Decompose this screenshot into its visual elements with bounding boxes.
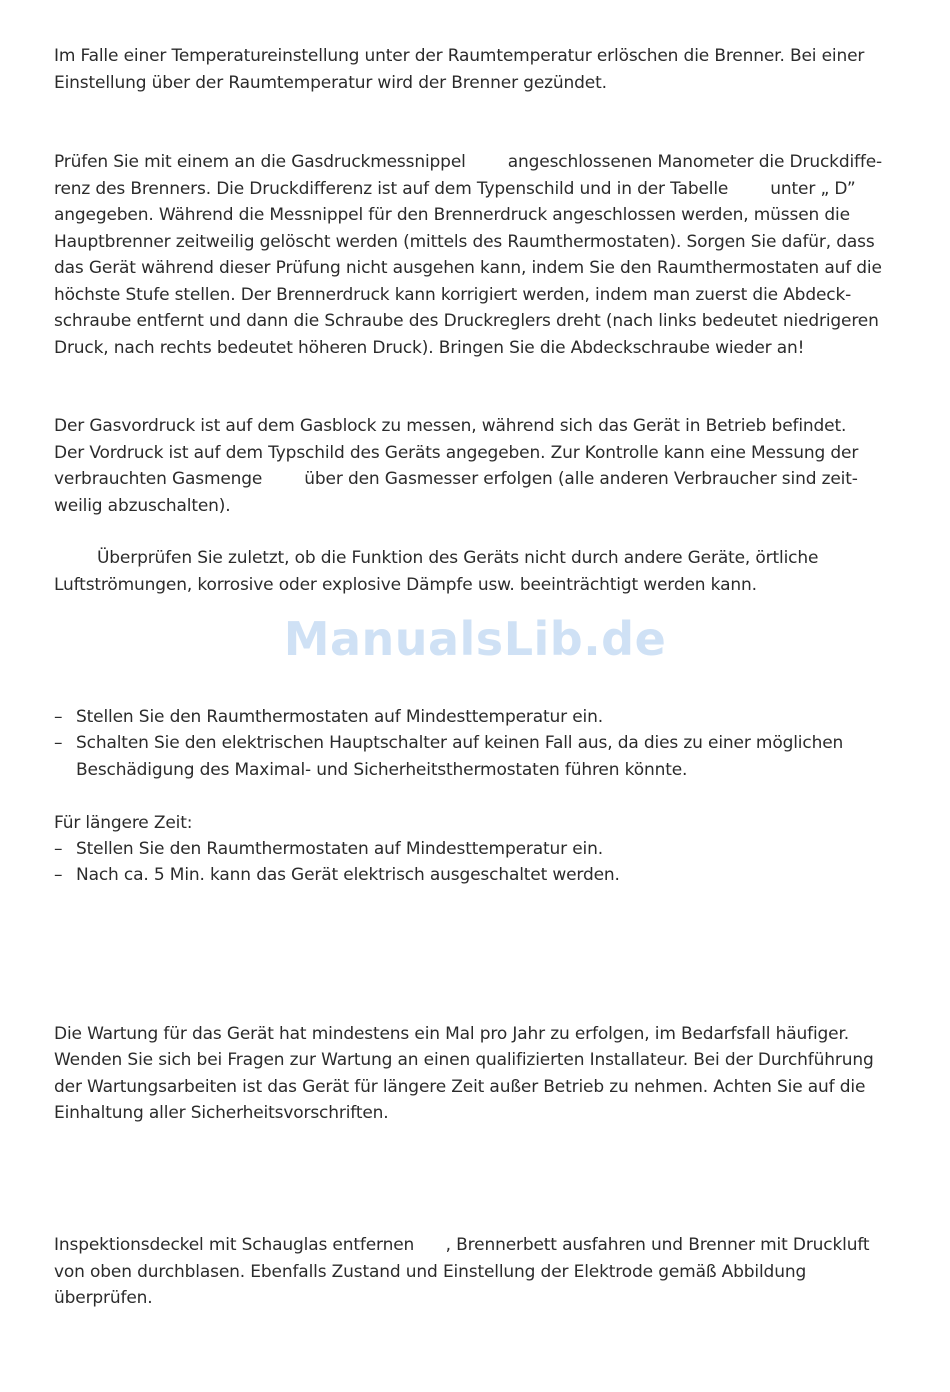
list-item: Stellen Sie den Raumthermostaten auf Mindesttemperatur ein.	[76, 707, 603, 727]
watermark-logo: ManualsLib.de	[283, 612, 667, 666]
paragraph-2-line-2: renz des Brenners. Die Druckdifferenz ist auf dem Typenschild und in der Tabelle unter „ D”	[54, 179, 856, 199]
paragraph-1-line-2: Einstellung über der Raumtemperatur wird der Brenner gezündet.	[54, 73, 607, 93]
paragraph-6-line-3: überprüfen.	[54, 1288, 153, 1308]
list-item: Nach ca. 5 Min. kann das Gerät elektrisch ausgeschaltet werden.	[76, 865, 620, 885]
paragraph-2-line-1: Prüfen Sie mit einem an die Gasdruckmessnippel angeschlossenen Manometer die Druckdiffe-	[54, 152, 883, 172]
paragraph-2-line-4: Hauptbrenner zeitweilig gelöscht werden (mittels des Raumthermostaten). Sorgen Sie dafür, dass	[54, 232, 875, 252]
list-item-continuation: Beschädigung des Maximal- und Sicherheitsthermostaten führen könnte.	[76, 760, 688, 780]
paragraph-3-line-3: verbrauchten Gasmenge über den Gasmesser erfolgen (alle anderen Verbraucher sind zeit-	[54, 469, 858, 489]
longer-time-heading: Für längere Zeit:	[54, 813, 193, 833]
paragraph-5-line-2: Wenden Sie sich bei Fragen zur Wartung an einen qualifizierten Installateur. Bei der Durchführung	[54, 1050, 874, 1070]
paragraph-2-line-6: höchste Stufe stellen. Der Brennerdruck kann korrigiert werden, indem man zuerst die Abdeck-	[54, 285, 852, 305]
paragraph-2-line-5: das Gerät während dieser Prüfung nicht ausgehen kann, indem Sie den Raumthermostaten auf die	[54, 258, 882, 278]
list-dash: –	[54, 707, 63, 727]
list-item: Schalten Sie den elektrischen Hauptschalter auf keinen Fall aus, da dies zu einer möglichen	[76, 733, 844, 753]
list-dash: –	[54, 839, 63, 859]
paragraph-6-line-2: von oben durchblasen. Ebenfalls Zustand und Einstellung der Elektrode gemäß Abbildung	[54, 1262, 807, 1282]
paragraph-2-line-8: Druck, nach rechts bedeutet höheren Druck). Bringen Sie die Abdeckschraube wieder an!	[54, 338, 805, 358]
paragraph-5-line-3: der Wartungsarbeiten ist das Gerät für längere Zeit außer Betrieb zu nehmen. Achten Sie auf die	[54, 1077, 866, 1097]
paragraph-4-line-1: Überprüfen Sie zuletzt, ob die Funktion des Geräts nicht durch andere Geräte, örtliche	[97, 548, 819, 568]
paragraph-3-line-2: Der Vordruck ist auf dem Typschild des Geräts angegeben. Zur Kontrolle kann eine Messung der	[54, 443, 859, 463]
paragraph-5-line-4: Einhaltung aller Sicherheitsvorschriften.	[54, 1103, 389, 1123]
paragraph-1-line-1: Im Falle einer Temperatureinstellung unter der Raumtemperatur erlöschen die Brenner. Bei einer	[54, 46, 865, 66]
paragraph-2-line-7: schraube entfernt und dann die Schraube des Druckreglers dreht (nach links bedeutet niedrigeren	[54, 311, 879, 331]
paragraph-3-line-1: Der Gasvordruck ist auf dem Gasblock zu messen, während sich das Gerät in Betrieb befindet.	[54, 416, 847, 436]
paragraph-5-line-1: Die Wartung für das Gerät hat mindestens ein Mal pro Jahr zu erfolgen, im Bedarfsfall häufiger.	[54, 1024, 850, 1044]
paragraph-3-line-4: weilig abzuschalten).	[54, 496, 231, 516]
list-dash: –	[54, 733, 63, 753]
paragraph-6-line-1: Inspektionsdeckel mit Schauglas entfernen , Brennerbett ausfahren und Brenner mit Druckluft	[54, 1235, 870, 1255]
paragraph-4-line-2: Luftströmungen, korrosive oder explosive Dämpfe usw. beeinträchtigt werden kann.	[54, 575, 757, 595]
paragraph-2-line-3: angegeben. Während die Messnippel für den Brennerdruck angeschlossen werden, müssen die	[54, 205, 850, 225]
list-dash: –	[54, 865, 63, 885]
list-item: Stellen Sie den Raumthermostaten auf Mindesttemperatur ein.	[76, 839, 603, 859]
